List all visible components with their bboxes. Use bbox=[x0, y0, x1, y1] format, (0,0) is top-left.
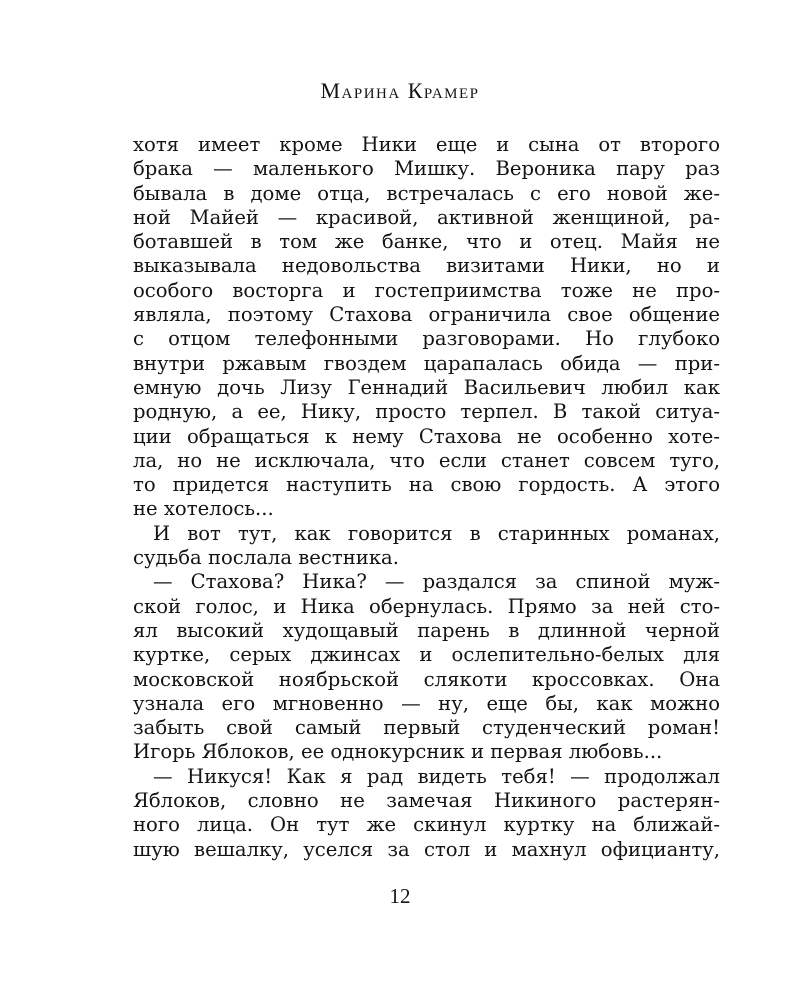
text-line: особого восторга и гостеприимства тоже не про- bbox=[133, 278, 720, 302]
text-line: ской голос, и Ника обернулась. Прямо за ней сто- bbox=[133, 594, 720, 618]
text-line: — Никуся! Как я рад видеть тебя! — продолжал bbox=[153, 764, 720, 788]
text-line: внутри ржавым гвоздем царапалась обида — при- bbox=[133, 351, 720, 375]
text-line: куртке, серых джинсах и ослепительно-белых для bbox=[133, 643, 720, 667]
text-line: не хотелось... bbox=[133, 497, 274, 521]
text-line: брака — маленького Мишку. Вероника пару раз bbox=[133, 157, 720, 181]
text-line: судьба послала вестника. bbox=[133, 546, 399, 570]
text-line: ботавшей в том же банке, что и отец. Майя не bbox=[133, 230, 720, 254]
text-line: Яблоков, словно не замечая Никиного растерян- bbox=[133, 789, 720, 813]
text-line: Игорь Яблоков, ее однокурсник и первая любовь... bbox=[133, 740, 663, 764]
text-line: — Стахова? Ника? — раздался за спиной муж- bbox=[153, 570, 720, 594]
text-line: шую вешалку, уселся за стол и махнул официанту, bbox=[133, 837, 720, 861]
text-line: родную, а ее, Нику, просто терпел. В такой ситуа- bbox=[133, 400, 720, 424]
text-line: бывала в доме отца, встречалась с его новой же- bbox=[133, 181, 720, 205]
page-number: 12 bbox=[389, 884, 411, 908]
running-head: Марина Крамер bbox=[320, 78, 480, 103]
text-line: И вот тут, как говорится в старинных романах, bbox=[153, 521, 720, 545]
text-line: ял высокий худощавый парень в длинной черной bbox=[133, 618, 720, 642]
text-line: ла, но не исключала, что если станет совсем туго, bbox=[133, 448, 720, 472]
text-line: ции обращаться к нему Стахова не особенно хоте- bbox=[133, 424, 720, 448]
text-line: забыть свой самый первый студенческий роман! bbox=[133, 716, 720, 740]
text-line: ного лица. Он тут же скинул куртку на ближай- bbox=[133, 813, 720, 837]
text-line: с отцом телефонными разговорами. Но глубоко bbox=[133, 327, 720, 351]
text-line: емную дочь Лизу Геннадий Васильевич любил как bbox=[133, 375, 720, 399]
text-line: узнала его мгновенно — ну, еще бы, как можно bbox=[133, 691, 720, 715]
text-line: московской ноябрьской слякоти кроссовках. Она bbox=[133, 667, 720, 691]
text-line: являла, поэтому Стахова ограничила свое общение bbox=[133, 303, 720, 327]
body-text bbox=[133, 133, 720, 862]
text-line: хотя имеет кроме Ники еще и сына от второго bbox=[133, 133, 720, 156]
text-line: то придется наступить на свою гордость. А этого bbox=[133, 473, 720, 497]
text-line: выказывала недовольства визитами Ники, но и bbox=[133, 254, 720, 278]
text-line: ной Майей — красивой, активной женщиной, ра- bbox=[133, 205, 720, 229]
